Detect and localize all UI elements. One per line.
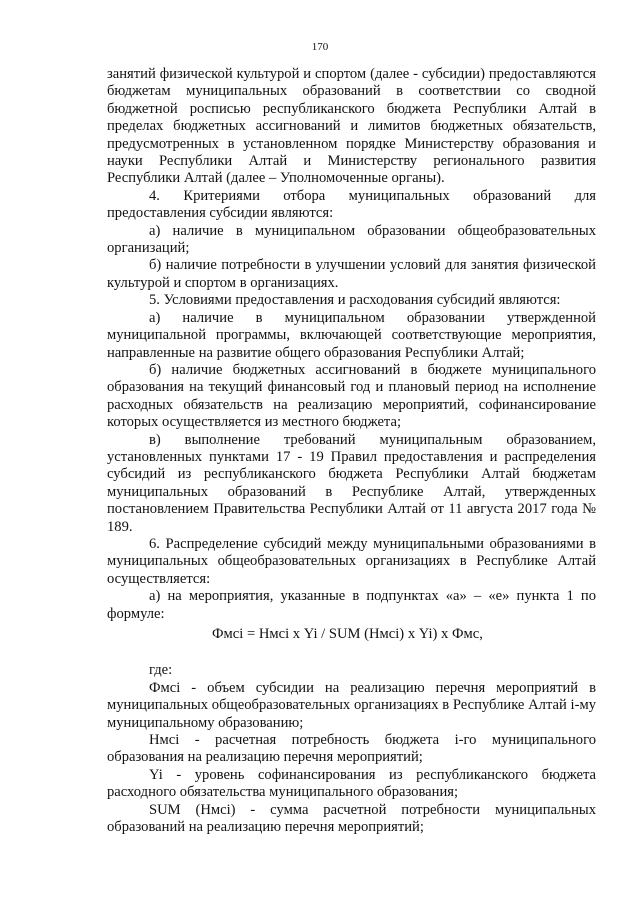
paragraph-distribution: 6. Распределение субсидий между муниципальными образованиями в муниципальных общеобразовательных организациях в Республике Алтай осуществляется: bbox=[107, 535, 596, 587]
document-body bbox=[107, 66, 596, 836]
definition-where: где: bbox=[149, 662, 173, 679]
paragraph-criteria-a: а) наличие в муниципальном образовании общеобразовательных организаций; bbox=[107, 222, 596, 257]
paragraph-distribution-a: а) на мероприятия, указанные в подпунктах «а» – «е» пункта 1 по формуле: bbox=[107, 588, 596, 622]
definition-nmsi: Нмсi - расчетная потребность бюджета i-го муниципального образования на реализацию перечня мероприятий; bbox=[107, 732, 596, 766]
paragraph-conditions-v: в) выполнение требований муниципальным образованием, установленных пунктами 17 - 19 Правил предоставления и распределения субсидий из республиканского бюджета Республики Алтай бюджетам муниципальных образований в Республике Алтай, утвержденных постановлением Правительства Республики Алтай от 11 августа 2017 года № 189. bbox=[107, 431, 596, 535]
paragraph-conditions-b: б) наличие бюджетных ассигнований в бюджете муниципального образования на текущий финансовый год и плановый период на исполнение расходных обязательств на реализацию мероприятий, софинансирование которых осуществляется из местного бюджета; bbox=[107, 361, 596, 431]
paragraph-criteria-b: б) наличие потребности в улучшении условий для занятия физической культурой и спортом в организациях. bbox=[107, 257, 596, 291]
definition-fmsi: Фмсi - объем субсидии на реализацию перечня мероприятий в муниципальных общеобразовательных организациях в Республике Алтай i-му муниципальному образованию; bbox=[107, 679, 596, 731]
paragraph-subsidies-intro: занятий физической культурой и спортом (далее - субсидии) предоставляются бюджетам муниципальных образований в соответствии со сводной бюджетной росписью республиканского бюджета Республики Алтай в пределах бюджетных ассигнований и лимитов бюджетных обязательств, предусмотренных в установленном порядке Министерству образования и науки Республики Алтай и Министерству регионального развития Республики Алтай (далее – Уполномоченные органы). bbox=[107, 66, 596, 187]
paragraph-conditions: 5. Условиями предоставления и расходования субсидий являются: bbox=[149, 292, 561, 309]
paragraph-criteria: 4. Критериями отбора муниципальных образований для предоставления субсидии являются: bbox=[107, 187, 596, 222]
definition-sum: SUM (Нмсi) - сумма расчетной потребности муниципальных образований на реализацию перечня мероприятий; bbox=[107, 801, 596, 836]
paragraph-conditions-a: а) наличие в муниципальном образовании утвержденной муниципальной программы, включающей соответствующие мероприятия, направленные на развитие общего образования Республики Алтай; bbox=[107, 309, 596, 361]
page-number: 170 bbox=[311, 41, 329, 53]
definition-yi: Yi - уровень софинансирования из республиканского бюджета расходного обязательства муниципального образования; bbox=[107, 766, 596, 801]
formula: Фмсi = Нмсi х Yi / SUM (Нмсi) х Yi) х Фмс, bbox=[212, 626, 483, 642]
